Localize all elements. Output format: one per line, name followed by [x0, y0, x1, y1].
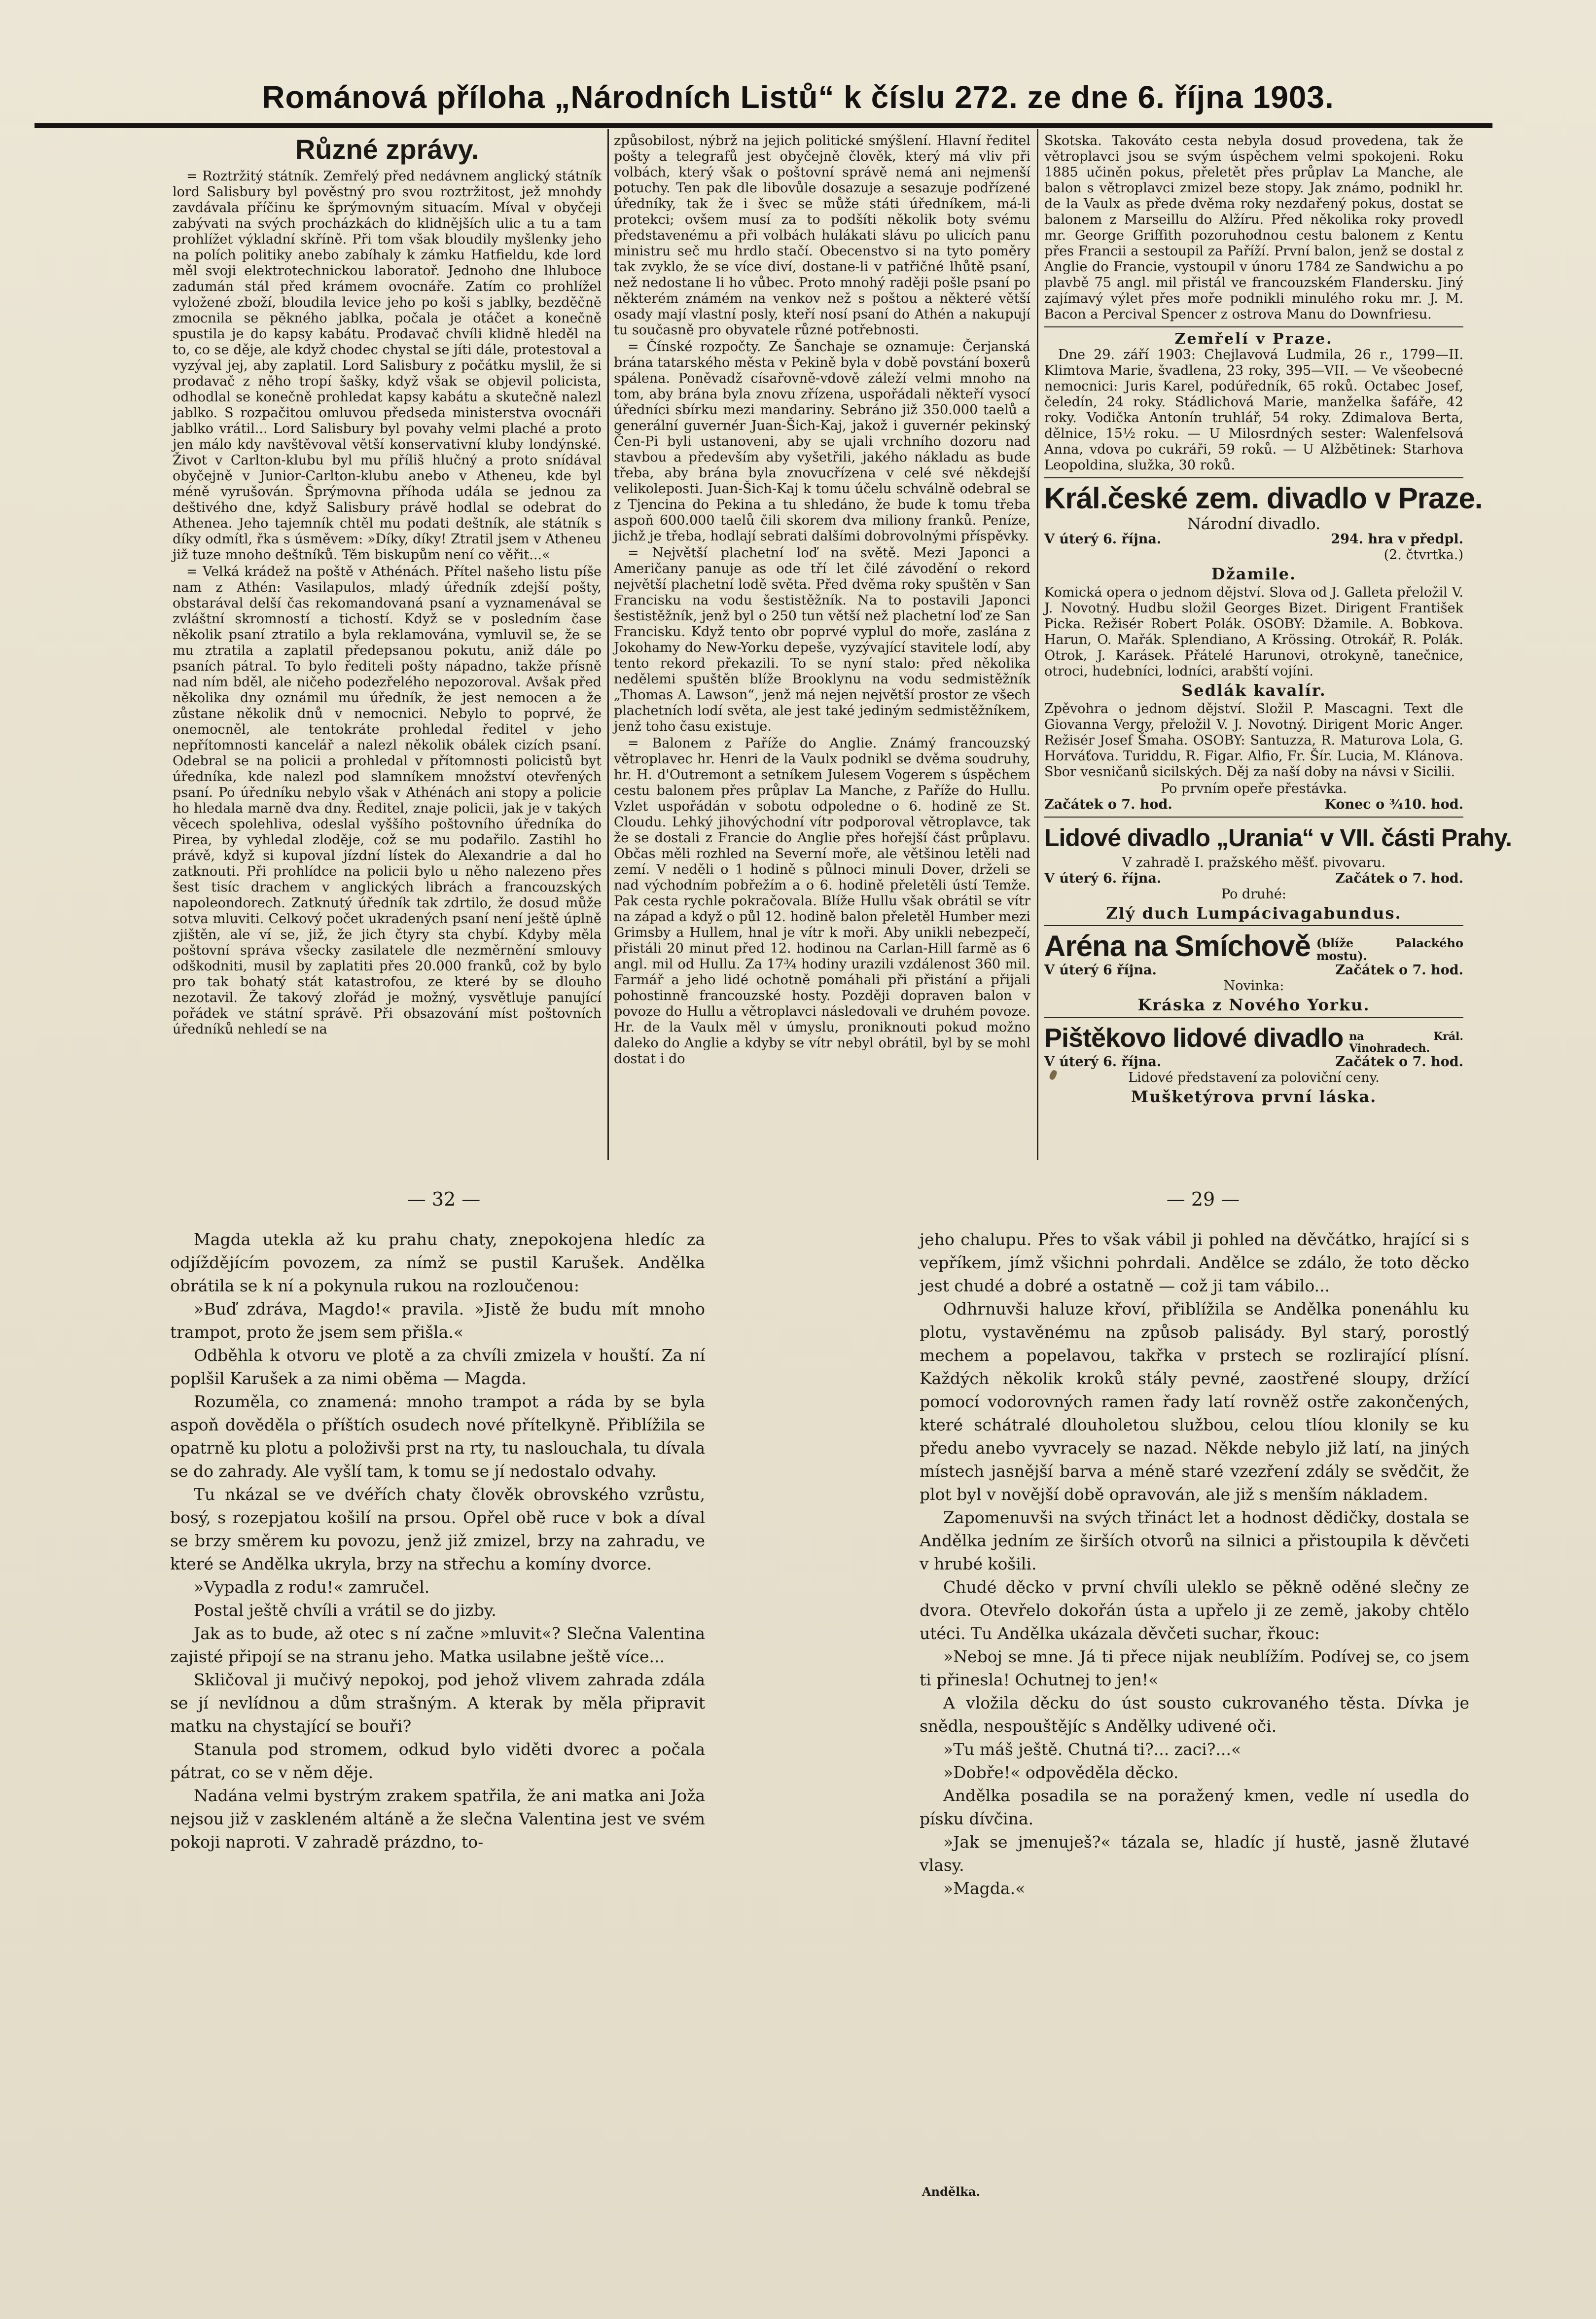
theatre-arena-note: Novinka:	[1223, 978, 1284, 994]
novel-para: »Buď zdráva, Magdo!« pravila. »Jistě že budu mít mnoho trampot, proto že jsem sem přišla.«	[170, 1299, 705, 1342]
theatre-arena-header	[1044, 930, 1463, 963]
article-salisbury: = Roztržitý státník. Zemřelý před nedávnem anglický státník lord Salisbury byl pověstný pro svou roztržitost, jež mnohdy zavdávala příčinu ke šprýmovným situacím. Míval v obyčeji zabývati na svých procházkách do klidnějších ulic a tu a tam prohlížet výkladní skříně. Při tom však bloudily myšlenky jeho na polích politiky anebo zabíhaly k zámku Hatfieldu, kde lord měl svoji elektrotechnickou laboratoř. Jednoho dne lhluboce zadumán stál před krámem ovocnáře. Zatím co prohlížel vyložené zboží, bloudila levice jeho po koši s jablky, bezděčně zmocnila se pěkného jablka, počala je otáčet a konečně spustila je do kapsy kabátu. Prodavač chvíli klidně hleděl na to, co se děje, ale když chodec chystal se jíti dále, protestoval a vyzýval jej, aby zaplatil. Lord Salisbury z počátku myslil, že si prodavač z něho tropí šašky, když však se objevil policista, odhodlal se konečně prohledat kapsy kabátu a skutečně nalezl jablko. S rozpačitou omluvou předseda ministerstva ovocnáři jablko vrátil... Lord Salisbury byl povahy velmi plaché a proto jen málo kdy navštěvoval větší konservativní kluby londýnské. Život v Carlton-klubu byl mu příliš hlučný a proto snídával obyčejně v Junior-Carlton-klubu anebo v Atheneu, kde byl méně vyrušován. Šprýmovna příhoda udála se jednou za deštivého dne, když Salisbury právě hodlal se odebrat do Athenea. Jeho tajemník chtěl mu podati deštník, ale státník s díky odmítl, řka s úsměvem: »Díky, díky! Ztratil jsem v Atheneu již tuze mnoho deštníků. Těm biskupům není co věřit...«	[173, 169, 602, 563]
theatre-national-perf: 294. hra v předpl.	[1331, 532, 1463, 547]
article-chinese-budgets: = Čínské rozpočty. Ze Šanchaje se oznamuje: Čerjanská brána tatarského města v Pekině byla v době povstání boxerů spálena. Poněvadž císařovně-vdově záleží velmi mnoho na tom, aby brána byla znovu zřízena, uspořádali někteří vysocí úředníci sbírku mezi mandariny. Sebráno již 350.000 taelů a generální guvernér Juan-Šich-Kaj, jakož i guvernér pekinský Čen-Pi byli ustanoveni, aby se ujali vrchního dozoru nad stavbou a především aby vyšetřili, jakého nákladu as bude třeba, aby brána byla znovucřízena v celé své někdejší velikoleposti. Juan-Šich-Kaj k tomu účelu schválně odebral se z Tjencina do Pekina a tu shledáno, že bude k tomu třeba aspoň 600.000 taelů čili skorem dva miliony franků. Peníze, jichž je třeba, hodlají sebrati dalšími dobrovolnými příspěvky.	[614, 339, 1030, 544]
article-continued: způsobilost, nýbrž na jejich politické smýšlení. Hlavní ředitel pošty a telegrafů jest obyčejně člověk, který má vliv při volbách, který však o poštovní správě nemá ani nejmenší potuchy. Ten pak dle libovůle dosazuje a sesazuje podřízené úředníky, tak že i švec se může státi úředníkem, má-li protekci; ovšem musí za to podšíti několik boty svému představenému a při volbách hulákati slávu po ulicích panu ministru seč mu hrdlo stačí. Obecenstvo si na tyto poměry tak zvyklo, že se více diví, dostane-li v patřičné lhůtě psaní, než nedostane li ho vůbec. Proto mnohý raději pošle psaní po některém známém na venkov než s poštou a některé větší osady mají vlastní posly, kteří nosí psaní do Athén a nakupují tu současně pro obyvatele různé potřebnosti.	[614, 133, 1030, 338]
opera-intermission: Po prvním opeře přestávka.	[1161, 781, 1347, 796]
masthead: Románová příloha „Národních Listů“ k číslu 272. ze dne 6. října 1903.	[262, 79, 1334, 115]
theatre-urania-day: V úterý 6. října.	[1044, 871, 1162, 886]
novel-para: »Neboj se mne. Já ti přece nijak neublížím. Podívej se, co jsem ti přinesla! Ochutnej to jen!«	[920, 1647, 1469, 1689]
deaths-list: Dne 29. září 1903: Chejlavová Ludmila, 26 r., 1799—II. Klimtova Marie, švadlena, 23 roky, 395—VII. — Ve všeobecné nemocnici: Juris Karel, podúředník, 65 roků. Octabec Josef, čeledín, 24 roky. Stádlichová Marie, manželka šafáře, 42 roky. Vodička Antonín truhlář, 54 roky. Zdimalova Berta, dělnice, 15½ roku. — U Milosrdných sester: Walenfelsová Anna, vdova po cukráři, 59 roků. — U Alžbětinek: Starhova Leopoldina, služka, 30 roků.	[1044, 347, 1463, 473]
novel-para: Andělka posadila se na poražený kmen, vedle ní usedla do písku dívčina.	[920, 1786, 1469, 1828]
novel-para: Postal ještě chvíli a vrátil se do jizby.	[194, 1601, 497, 1620]
theatre-pistek-day: V úterý 6. října.	[1044, 1054, 1162, 1070]
novel-para: Magda utekla až ku prahu chaty, znepokojena hledíc za odjíždějícím povozem, za nímž se pustil Karušek. Andělka obrátila se k ní a pokynula rukou na rozloučenou:	[170, 1230, 705, 1295]
novel-para: Zapomenuvši na svých třináct let a hodnost dědičky, dostala se Andělka jedním ze širších otvorů na silnici a přistoupila k děvčeti v hrubé košili.	[920, 1508, 1469, 1573]
article-balloon-end: Skotska. Takováto cesta nebyla dosud provedena, tak že větroplavci jsou se svým úspěchem velmi spokojeni. Roku 1885 učiněn pokus, přeletět přes průplav La Manche, ale balon s větroplavci zmizel beze stopy. Jak známo, podnikl hr. de la Vaulx as přede dvěma roky nezdařený pokus, dostat se balonem z Marseillu do Alžíru. Před několika roky provedl mr. George Griffith pozoruhodnou cestu balonem z Kentu přes Francii a sestoupil za Paříží. První balon, jenž se dostal z Anglie do Francie, vystoupil v únoru 1784 ze Sandwichu a po plavbě 75 angl. mil přistál ve francouzském Flandersku. Jiný zajímavý výlet přes moře podnikli minulého roku mr. J. M. Bacon a Percival Spencer z ostrova Manu do Downfriesu.	[1044, 133, 1463, 322]
novel-para: jeho chalupu. Přes to však vábil ji pohled na děvčátko, hrající si s vepříkem, jímž všichni pohrdali. Andělce se zdálo, že toto děcko jest chudé a dobré a ostatně — což ji tam vábilo...	[920, 1230, 1469, 1295]
masthead-rule	[35, 123, 1492, 128]
opera-dzamile-title: Džamile.	[1211, 565, 1297, 583]
article-athens-theft: = Velká krádež na poště v Athénách. Přítel našeho listu píše nam z Athén: Vasilapulos, mladý úředník zdejší pošty, obstarával delší čas rekomandovaná psaní a vyznamenával se zvláštní skromností a tichostí. Když se v posledním čase několik psaní ztratilo a byla reklamována, vymluvil se, že se mu ztratila a zaplatil předepsanou pokutu, aniž dále po psaních pátral. To bylo řediteli pošty nápadno, takže přísně nad ním bděl, ale ničeho podezřelého nepozoroval. Avšak před několika dny oznámil mu úředník, že jest nemocen a že zůstane několik dnů v nemocnici. Nebylo to poprvé, že onemocněl, ale tentokráte prohledal ředitel v jeho nepřítomnosti kancelář a nalezl několik obálek cizích psaní. Odebral se na policii a prohledal v přítomnosti policistů byt úředníka, kde nalezl pod slamníkem množství otevřených psaní. Po úředníku nebylo však v Athénách ani stopy a policie ho hledala marně dva dny. Ředitel, znaje policii, jak je v takých věcech spolehliva, odeslal vyššího poštovního úředníka do Pirea, by vyhledal zloděje, což se mu podařilo. Zastihl ho právě, když si kupoval jízdní lístek do Alexandrie a dal ho zatknouti. Při prohlídce na policii bylo u něho nalezeno přes šest tisíc drachem v anglických librách a francouzských napoleondorech. Zatknutý úředník tak zdrtilo, že dosud může sotva mluviti. Celkový počet ukradených psaní není ještě úplně zjištěn, ale ví se, již, že jich čtyry sta chybí. Kdyby měla poštovní správa všecky zasilatele dle nezměrnění smlouvy odškodniti, musil by zaplatiti přes 20.000 franků, což by bylo pro tak bohatý stát katastrofou, ze které by se dlouho nezotavil. Že takový zlořád je možný, vysvětluje panující pořádek ve státní správě. Při obsazování míst poštovních úředníků nehledí se na	[173, 564, 602, 1037]
page-signature: Andělka.	[922, 2184, 980, 2199]
divider	[1044, 817, 1463, 818]
novel-para: »Tu máš ještě. Chutná ti?... zaci?...«	[943, 1740, 1241, 1759]
theatre-national-sub: Národní divadlo.	[1187, 514, 1321, 533]
theatre-arena-day: V úterý 6 října.	[1044, 963, 1157, 978]
theatre-arena-aside: (blíže Palackého mostu).	[1316, 936, 1463, 963]
theatre-urania-title: Lidové divadlo „Urania“ v VII. části Prahy.	[1044, 824, 1512, 852]
novel-para: Odběhla k otvoru ve plotě a za chvíli zmizela v houští. Za ní poplšil Karušek a za nimi oběma — Magda.	[170, 1346, 705, 1388]
page-number-right: — 29 —	[1166, 1188, 1240, 1210]
deaths-heading: Zemřelí v Praze.	[1174, 330, 1333, 348]
national-times-row	[1044, 797, 1463, 813]
novel-para: A vložila děcku do úst sousto cukrovaného těsta. Dívka je snědla, nespouštějíc s Andělky udivené oči.	[920, 1693, 1469, 1736]
novel-para: Odhrnuvši haluze křoví, přiblížila se Andělka ponenáhlu ku plotu, vystavěnému na způsob palisády. Byl starý, porostlý mechem a popelavou, takřka v prstech se rozlirající plísní. Každých několik kroků stály pevné, zaostřené sloupy, držící pomocí vodorovných ramen řady latí rovněž ostře zakončených, které schátralé dlouholetou službou, celou tlíou klonily se ku předu anebo vyvracely se nazad. Někde nebylo již latí, na jiných místech jasnější barva a méně staré vzezření zdály se svědčit, že plot byl v novější době opravován, ale již s menším nákladem.	[920, 1299, 1469, 1504]
theatre-urania-sub: V zahradě I. pražského měšť. pivovaru.	[1122, 855, 1386, 870]
divider	[1044, 1017, 1463, 1018]
column-2	[614, 133, 1030, 1154]
theatre-arena-start: Začátek o 7. hod.	[1335, 963, 1463, 978]
column-divider	[607, 129, 609, 1160]
article-largest-ship: = Největší plachetní loď na světě. Mezi Japonci a Američany panuje as ode tří let čilé závodění o rekord největší plachetní lodě světa. Před dvěma roky spuštěn v San Francisku na vodu šestistěžník. Na to postavili Japonci šestistěžník, jenž byl o 250 tun větší než plachetní loď ze San Francisku. Když tento obr poprvé vyplul do moře, zaslána z Jokohamy do New-Yorku depeše, vyzývající stavitele lodí, aby tento rekord překazili. To se nyní stalo: před několika nedělemi spuštěn blíže Brooklynu na vodu sedmistěžník „Thomas A. Lawson“, jenž má nejen největší prostor ze všech plachetních lodí světa, ale jest také jediným sedmistěžníkem, jenž toho času existuje.	[614, 545, 1030, 734]
novel-para: »Dobře!« odpověděla děcko.	[943, 1763, 1179, 1782]
novel-para: »Magda.«	[943, 1879, 1026, 1898]
novel-para: Skličoval ji mučivý nepokoj, pod jehož vlivem zahrada zdála se jí nevlídnou a dům strašným. A kterak by měla připravit matku na chystající se bouři?	[170, 1670, 705, 1736]
theatre-pistek-start: Začátek o 7. hod.	[1335, 1054, 1463, 1070]
opera-dzamile-text: Komická opera o jednom dějství. Slova od J. Galleta přeložil V. J. Novotný. Hudbu složil Georges Bizet. Dirigent František Picka. Režisér Robert Polák. OSOBY: Džamile. A. Bobkova. Harun, O. Mařák. Splendiano, A Krössing. Otrokář, R. Polák. Otrok, J. Karásek. Přátelé Harunovi, otrokyně, tanečnice, otroci, hudebníci, lodníci, arabští vojíni.	[1044, 585, 1463, 679]
theatre-urania-row	[1044, 871, 1463, 887]
novel-page-left	[170, 1228, 705, 2175]
theatre-pistek-title: Pištěkovo lidové divadlo	[1044, 1023, 1344, 1053]
theatre-arena-row	[1044, 963, 1463, 978]
theatre-national-perf2: (2. čtvrtka.)	[1383, 547, 1463, 563]
column-1	[173, 133, 602, 1154]
page-number-left: — 32 —	[407, 1188, 481, 1210]
theatre-pistek-aside: na Král. Vinohradech.	[1349, 1030, 1463, 1055]
article-balloon: = Balonem z Paříže do Anglie. Známý francouzský větroplavec hr. Henri de la Vaulx podnikl se dvěma soudruhy, hr. H. d'Outremont a setníkem Julesem Vogerem s úspěchem cestu balonem přes průplav La Manche, z Paříže do Hullu. Vzlet uspořádán v sobotu odpoledne o 6. hodině ze St. Cloudu. Lehký jihovýchodní vítr podporoval větroplavce, tak že se dostali z Francie do Anglie přes hořejší část průplavu. Občas měli rozhled na Severní moře, ale většinou letěli nad zemí. V neděli o 1 hodině s půlnoci minuli Dover, drželi se nad východním pobřežím a o 6. hodině přeletěli ústí Temže. Pak cesta rychle pokračovala. Blíže Hullu však obrátil se vítr na západ a když o půl 12. hodině balon přeletěl Humber mezi Grimsby a Hullem, hnal je vítr k moři. Aby unikli nebezpečí, přistáli 20 minut před 12. hodinou na Carlan-Hill farmě as 6 angl. mil od Hullu. Za 17¾ hodiny urazili vzdálenost 360 mil. Farmář a jeho lidé ochotně pomáhali při přistání a přijali pohostinně francouzské hosty. Později dopraven balon v povoze do Hullu a větroplavci následovali ve druhém povoze. Hr. de la Vaulx měl v úmyslu, proniknouti pokud možno daleko do Anglie a kdyby se vítr nebyl obrátil, byl by se mohl dostat i do	[614, 736, 1030, 1067]
theatre-arena-title: Aréna na Smíchově	[1044, 929, 1311, 963]
novel-para: »Jak se jmenuješ?« tázala se, hladíc jí hustě, jasně žlutavé vlasy.	[920, 1832, 1469, 1875]
column-divider	[1037, 129, 1038, 1160]
opera-sedlak-title: Sedlák kavalír.	[1181, 681, 1326, 700]
novel-para: Nadána velmi bystrým zrakem spatřila, že ani matka ani Joža nejsou již v zaskleném altáně a že slečna Valentina jest ve svém pokoji naproti. V zahradě prázdno, to-	[170, 1786, 705, 1852]
section-title: Různé zprávy.	[295, 134, 479, 165]
theatre-pistek-note: Lidové představení za poloviční ceny.	[1128, 1070, 1380, 1085]
novel-para: Stanula pod stromem, odkud bylo viděti dvorec a počala pátrat, co se v něm děje.	[170, 1740, 705, 1782]
theatre-urania-start: Začátek o 7. hod.	[1335, 871, 1463, 886]
novel-page-right	[920, 1228, 1469, 2179]
divider	[1044, 326, 1463, 327]
national-end: Konec o ¾10. hod.	[1324, 797, 1463, 812]
national-start: Začátek o 7. hod.	[1044, 797, 1172, 812]
novel-para: »Vypadla z rodu!« zamručel.	[194, 1577, 430, 1597]
divider	[1044, 925, 1463, 926]
theatre-national-date-row	[1044, 532, 1463, 547]
theatre-urania-note: Po druhé:	[1221, 887, 1286, 902]
novel-para: Tu nkázal se ve dvéřích chaty člověk obrovského vzrůstu, bosý, s rozepjatou košilí na prsou. Opřel obě ruce v bok a díval se brzy směrem ku povozu, jenž již zmizel, brzy na zahradu, ve které se Andělka ukryla, brzy na střechu a komíny dvorce.	[170, 1485, 705, 1573]
theatre-pistek-header	[1044, 1022, 1463, 1054]
theatre-pistek-play: Mušketýrova první láska.	[1131, 1087, 1377, 1106]
novel-para: Jak as to bude, až otec s ní začne »mluvit«? Slečna Valentina zajisté připojí se na stranu jeho. Matka usilabne ještě více...	[170, 1624, 705, 1666]
opera-sedlak-text: Zpěvohra o jednom dějství. Složil P. Mascagni. Text dle Giovanna Vergy, přeložil V. J. Novotný. Dirigent Moric Anger. Režisér Josef Šmaha. OSOBY: Santuzza, R. Maturova Lola, G. Horváťova. Turiddu, R. Figar. Alfio, Fr. Šír. Lucia, M. Klánova. Sbor vesničanů sicilských. Děj za naší doby na návsi v Sicilii.	[1044, 701, 1463, 780]
theatre-national-day: V úterý 6. října.	[1044, 532, 1162, 547]
theatre-national-title: Král.české zem. divadlo v Praze.	[1044, 482, 1483, 515]
column-3	[1044, 133, 1512, 1169]
theatre-urania-play: Zlý duch Lumpácivagabundus.	[1106, 904, 1402, 923]
divider	[1044, 477, 1463, 478]
novel-para: Chudé děcko v první chvíli uleklo se pěkně oděné slečny ze dvora. Otevřelo dokořán ústa a upřelo ji ze země, jakoby chtělo utéci. Tu Andělka ukázala děvčeti suchar, řkouc:	[920, 1577, 1469, 1643]
novel-para: Rozuměla, co znamená: mnoho trampot a ráda by se byla aspoň dověděla o příštích osudech nové přítelkyně. Přiblížila se opatrně ku plotu a položivši prst na rty, tu naslouchala, tu dívala se do zahrady. Ale vyšlí tam, k tomu se jí nedostalo odvahy.	[170, 1392, 705, 1481]
theatre-pistek-row	[1044, 1054, 1463, 1070]
theatre-arena-play: Kráska z Nového Yorku.	[1137, 996, 1370, 1014]
